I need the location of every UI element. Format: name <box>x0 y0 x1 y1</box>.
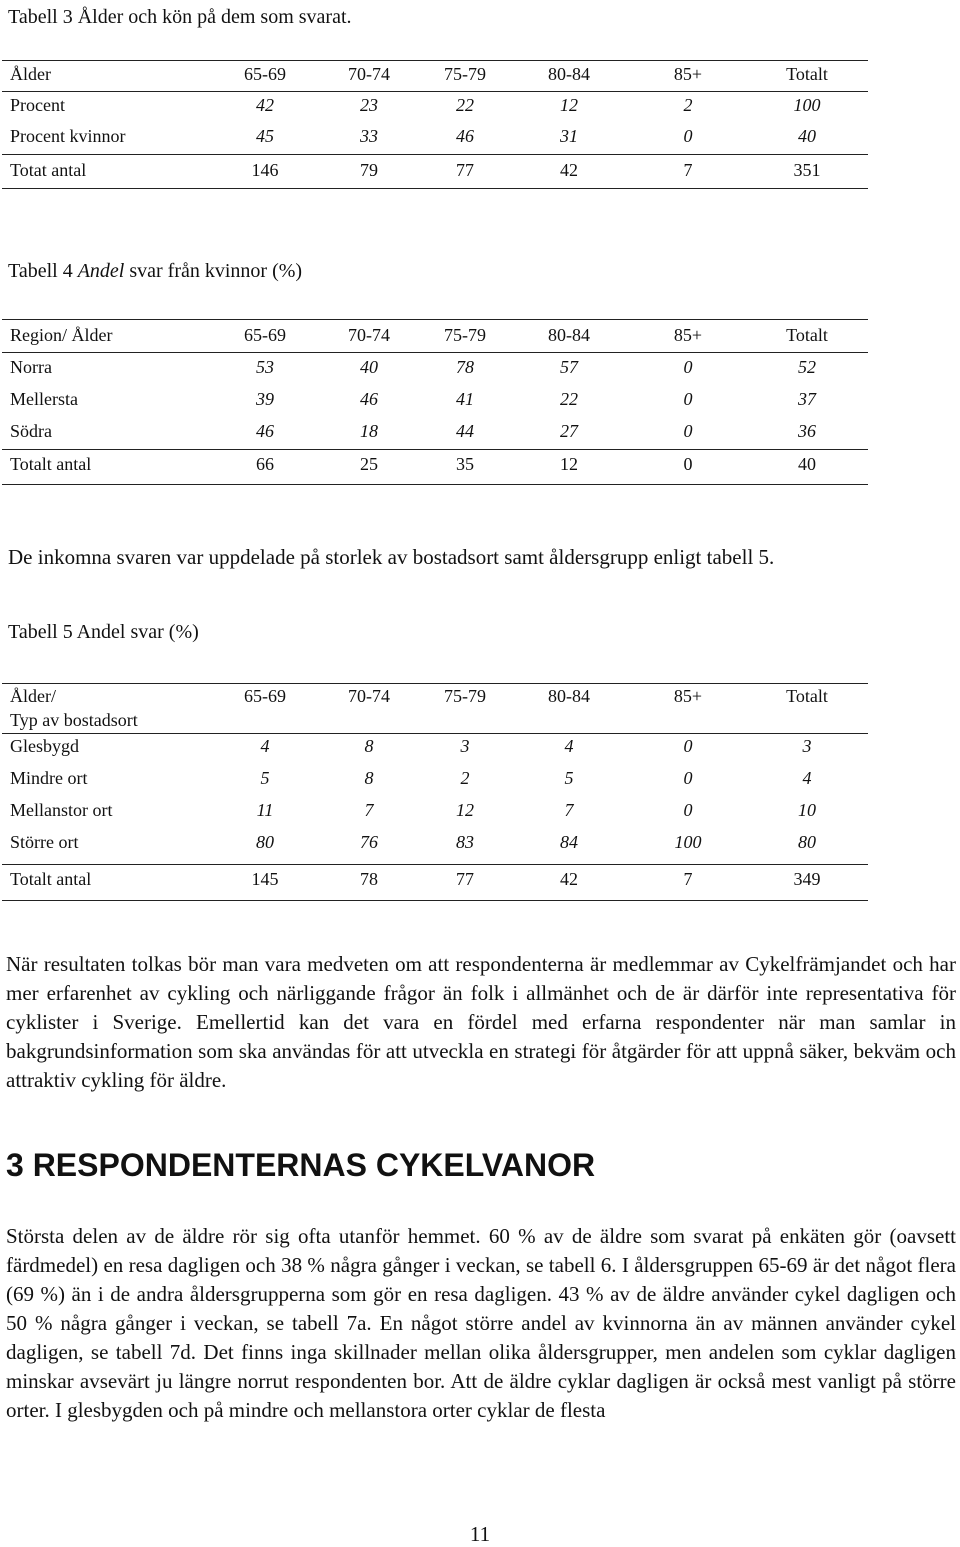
table-cell: 7 <box>683 869 693 889</box>
table-row <box>0 421 870 449</box>
table-cell: 0 <box>683 126 693 146</box>
table-cell: 78 <box>360 869 378 889</box>
header-cell: 80-84 <box>548 325 590 345</box>
header-cell: Totalt <box>786 686 828 706</box>
header-cell: 65-69 <box>244 686 286 706</box>
table-cell: 4 <box>802 768 812 788</box>
table-cell: 66 <box>256 454 274 474</box>
table-cell: 37 <box>798 389 816 409</box>
intro-sentence: De inkomna svaren var uppdelade på storlek av bostadsort samt åldersgrupp enligt tabell 5. <box>8 545 775 569</box>
table-cell: 35 <box>456 454 474 474</box>
table-cell: 5 <box>564 768 574 788</box>
table-cell: 22 <box>456 95 474 115</box>
table-cell: 46 <box>456 126 474 146</box>
table-cell: 42 <box>560 869 578 889</box>
table-cell: 42 <box>560 160 578 180</box>
table-cell: 44 <box>456 421 474 441</box>
header-cell: 85+ <box>673 686 703 706</box>
table4-header-row <box>0 325 870 353</box>
table-cell: 100 <box>793 95 821 115</box>
table-cell: 77 <box>456 869 474 889</box>
table4-caption <box>8 260 302 283</box>
table-rule <box>2 733 868 734</box>
header-label: Typ av bostadsort <box>10 710 138 730</box>
table-cell: 12 <box>456 800 474 820</box>
table-row <box>0 736 870 764</box>
table5-caption: Tabell 5 Andel svar (%) <box>8 621 199 643</box>
table-cell: 36 <box>798 421 816 441</box>
row-label: Mellersta <box>10 389 78 409</box>
table-rule <box>2 449 868 450</box>
row-label: Totat antal <box>10 160 87 180</box>
table-rule <box>2 900 868 901</box>
table-rule <box>2 319 868 320</box>
table-cell: 5 <box>260 768 270 788</box>
table-cell: 46 <box>360 389 378 409</box>
row-label: Totalt antal <box>10 869 92 889</box>
header-cell: Totalt <box>786 64 828 84</box>
row-label: Procent kvinnor <box>10 126 126 146</box>
header-label: Ålder/ <box>10 686 56 706</box>
header-cell: 75-79 <box>444 64 486 84</box>
table-cell: 2 <box>460 768 470 788</box>
header-cell: 85+ <box>673 325 703 345</box>
table-rule <box>2 683 868 684</box>
header-cell: 75-79 <box>444 686 486 706</box>
table-cell: 76 <box>360 832 378 852</box>
table-row <box>0 357 870 385</box>
table-cell: 8 <box>364 736 374 756</box>
table-rule <box>2 91 868 92</box>
table-cell: 4 <box>260 736 270 756</box>
row-label: Totalt antal <box>10 454 92 474</box>
table-cell: 77 <box>456 160 474 180</box>
header-cell: 70-74 <box>348 325 390 345</box>
caption-italic: Andel <box>77 260 125 282</box>
table-cell: 145 <box>251 869 279 889</box>
table-cell: 83 <box>456 832 474 852</box>
table-cell: 40 <box>798 454 816 474</box>
header-label: Region/ Ålder <box>10 325 113 345</box>
row-label: Mindre ort <box>10 768 88 788</box>
row-label: Procent <box>10 95 65 115</box>
table-rule <box>2 154 868 155</box>
table-cell: 3 <box>460 736 470 756</box>
table5-total-row <box>0 869 870 897</box>
table-cell: 78 <box>456 357 474 377</box>
row-label: Mellanstor ort <box>10 800 113 820</box>
row-label: Större ort <box>10 832 79 852</box>
row-label: Södra <box>10 421 52 441</box>
table3-caption: Tabell 3 Ålder och kön på dem som svarat. <box>8 6 352 28</box>
table-cell: 79 <box>360 160 378 180</box>
header-cell: 80-84 <box>548 686 590 706</box>
table-row <box>0 768 870 796</box>
table-cell: 46 <box>256 421 274 441</box>
table-cell: 80 <box>256 832 274 852</box>
table-cell: 0 <box>683 736 693 756</box>
caption-text: Tabell 4 <box>8 260 78 282</box>
table-row <box>0 389 870 417</box>
table-cell: 0 <box>683 389 693 409</box>
header-cell: 65-69 <box>244 325 286 345</box>
table-cell: 0 <box>683 800 693 820</box>
table-cell: 25 <box>360 454 378 474</box>
table-cell: 351 <box>793 160 821 180</box>
table5-header-row <box>0 686 870 732</box>
table-cell: 45 <box>256 126 274 146</box>
header-cell: 65-69 <box>244 64 286 84</box>
header-cell: 80-84 <box>548 64 590 84</box>
row-label: Norra <box>10 357 52 377</box>
table-cell: 23 <box>360 95 378 115</box>
paragraph: Största delen av de äldre rör sig ofta utanför hemmet. 60 % av de äldre som svarat på enkäten gör (oavsett färdmedel) en resa dagligen och 38 % några gånger i veckan, se tabell 6. I åldersgruppen 65-69 är det något flera (69 %) än i de andra åldersgrupperna som gör en resa dagligen. 43 % av de äldre använder cykel dagligen och 50 % några gånger i veckan, se tabell 7a. En något större andel av kvinnorna än av männen använder cykel dagligen, se tabell 7d. Det finns inga skillnader mellan olika åldersgrupper, men andelen som cyklar dagligen minskar avsevärt ju längre norrut respondenten bor. Att de äldre cyklar dagligen är också mest vanligt på större orter. I glesbygden och på mindre och mellanstora orter cyklar de flesta <box>6 1224 956 1422</box>
table-cell: 84 <box>560 832 578 852</box>
table-cell: 52 <box>798 357 816 377</box>
table-cell: 22 <box>560 389 578 409</box>
table-cell: 3 <box>802 736 812 756</box>
header-cell: Totalt <box>786 325 828 345</box>
table-rule <box>2 864 868 865</box>
table3-total-row <box>0 160 870 188</box>
table-cell: 40 <box>360 357 378 377</box>
table-cell: 100 <box>674 832 702 852</box>
caption-text: svar från kvinnor (%) <box>124 260 303 282</box>
table-cell: 4 <box>564 736 574 756</box>
table-cell: 146 <box>251 160 279 180</box>
header-label: Ålder <box>10 64 51 84</box>
table-cell: 41 <box>456 389 474 409</box>
table-cell: 8 <box>364 768 374 788</box>
table-row <box>0 95 870 123</box>
table-cell: 27 <box>560 421 578 441</box>
table4-total-row <box>0 454 870 482</box>
table-cell: 42 <box>256 95 274 115</box>
table-cell: 2 <box>683 95 693 115</box>
header-cell: 70-74 <box>348 64 390 84</box>
table-cell: 0 <box>683 357 693 377</box>
table-cell: 12 <box>560 454 578 474</box>
table-rule <box>2 60 868 61</box>
table-row <box>0 800 870 828</box>
table-rule <box>2 188 868 189</box>
table-cell: 7 <box>683 160 693 180</box>
table-rule <box>2 484 868 485</box>
table-cell: 53 <box>256 357 274 377</box>
table-cell: 57 <box>560 357 578 377</box>
table-cell: 80 <box>798 832 816 852</box>
table-row <box>0 832 870 860</box>
table-cell: 0 <box>683 768 693 788</box>
header-cell: 70-74 <box>348 686 390 706</box>
page-number: 11 <box>469 1522 491 1546</box>
table-cell: 33 <box>360 126 378 146</box>
table-cell: 7 <box>564 800 574 820</box>
table-cell: 39 <box>256 389 274 409</box>
table-cell: 349 <box>793 869 821 889</box>
table-row <box>0 126 870 154</box>
table-cell: 11 <box>256 800 274 820</box>
table-rule <box>2 352 868 353</box>
table-cell: 12 <box>560 95 578 115</box>
section-heading: 3 RESPONDENTERNAS CYKELVANOR <box>6 1147 596 1183</box>
table-cell: 0 <box>683 421 693 441</box>
table3-header-row <box>0 64 870 92</box>
table-cell: 31 <box>560 126 578 146</box>
header-cell: 85+ <box>673 64 703 84</box>
table-cell: 7 <box>364 800 374 820</box>
paragraph: När resultaten tolkas bör man vara medveten om att respondenterna är medlemmar av Cykelfrämjandet och har mer erfarenhet av cykling och närliggande frågor än folk i allmänhet och de är därför inte representativa för cyklister i Sverige. Emellertid kan det vara en fördel med erfarna respondenter när man samlar in bakgrundsinformation som ska användas för att utveckla en strategi för åtgärder för att uppnå säker, bekväm och attraktiv cykling för äldre. <box>6 952 956 1092</box>
header-cell: 75-79 <box>444 325 486 345</box>
table-cell: 0 <box>683 454 693 474</box>
table-cell: 40 <box>798 126 816 146</box>
table-cell: 18 <box>360 421 378 441</box>
table-cell: 10 <box>798 800 816 820</box>
row-label: Glesbygd <box>10 736 79 756</box>
